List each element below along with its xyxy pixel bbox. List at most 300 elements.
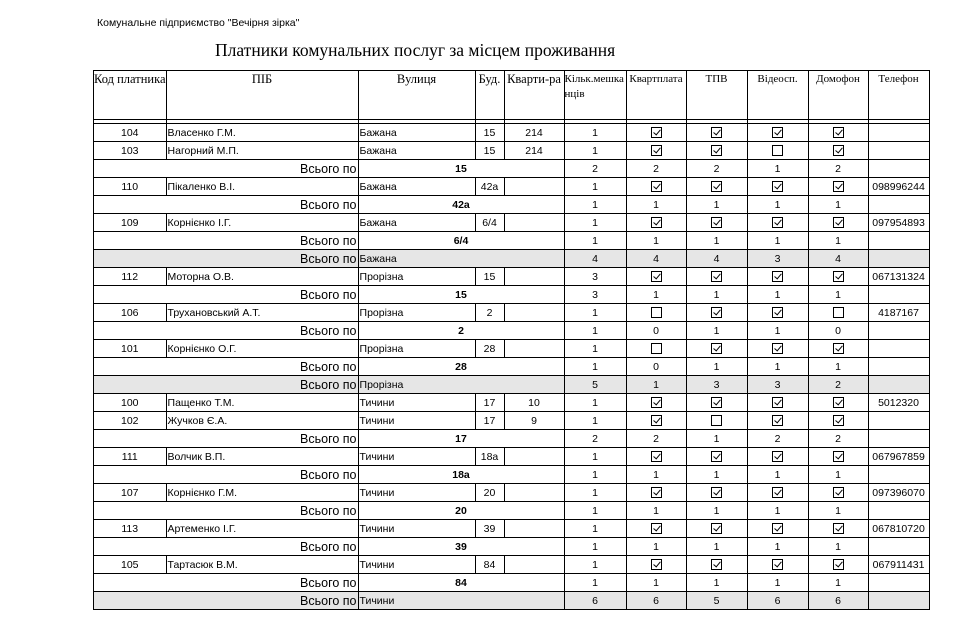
payer-apartment [504,304,564,322]
total-rent: 6 [626,592,686,610]
payer-residents: 1 [564,304,626,322]
tpv-cell [686,340,747,358]
video-checkbox[interactable] [772,523,783,534]
total-phone [868,574,929,592]
total-building: 6/4 [358,232,564,250]
intercom-cell [808,214,868,232]
tpv-checkbox[interactable] [711,145,722,156]
rent-cell [626,412,686,430]
total-tpv: 1 [686,574,747,592]
payer-name: Артеменко І.Г. [166,520,358,538]
total-tpv: 1 [686,286,747,304]
intercom-cell [808,340,868,358]
payer-building: 6/4 [475,214,504,232]
tpv-checkbox[interactable] [711,415,722,426]
payer-residents: 1 [564,412,626,430]
payer-code: 104 [94,124,167,142]
payer-code: 113 [94,520,167,538]
payer-name: Пікаленко В.І. [166,178,358,196]
rent-cell [626,268,686,286]
intercom-checkbox[interactable] [833,451,844,462]
header-code: Код платника [94,71,167,120]
total-video: 1 [747,466,808,484]
payer-street: Тичини [358,448,475,466]
intercom-checkbox[interactable] [833,523,844,534]
total-phone [868,502,929,520]
rent-checkbox[interactable] [651,271,662,282]
total-label: Всього по [94,250,359,268]
payer-code: 100 [94,394,167,412]
payer-name: Волчик В.П. [166,448,358,466]
payer-apartment [504,448,564,466]
total-tpv: 1 [686,232,747,250]
payer-residents: 1 [564,214,626,232]
total-intercom: 4 [808,250,868,268]
building-total-row [94,502,930,520]
payer-code: 102 [94,412,167,430]
total-tpv: 1 [686,466,747,484]
tpv-cell [686,178,747,196]
total-rent: 2 [626,160,686,178]
video-checkbox[interactable] [772,307,783,318]
total-building: 15 [358,286,564,304]
payer-phone: 097954893 [868,214,929,232]
video-cell [747,178,808,196]
video-checkbox[interactable] [772,181,783,192]
rent-cell [626,124,686,142]
rent-checkbox[interactable] [651,415,662,426]
total-tpv: 5 [686,592,747,610]
total-video: 1 [747,286,808,304]
payer-code: 105 [94,556,167,574]
total-label: Всього по [94,574,359,592]
tpv-checkbox[interactable] [711,559,722,570]
video-cell [747,484,808,502]
total-residents: 1 [564,196,626,214]
total-rent: 1 [626,196,686,214]
payer-street: Бажана [358,214,475,232]
header-apartment: Кварти-ра [504,71,564,120]
payer-phone: 067131324 [868,268,929,286]
video-cell [747,142,808,160]
rent-checkbox[interactable] [651,343,662,354]
total-phone [868,160,929,178]
payer-phone [868,340,929,358]
rent-checkbox[interactable] [651,145,662,156]
total-intercom: 0 [808,322,868,340]
total-phone [868,592,929,610]
video-cell [747,124,808,142]
header-street: Вулиця [358,71,475,120]
total-intercom: 2 [808,160,868,178]
total-rent: 1 [626,574,686,592]
intercom-checkbox[interactable] [833,181,844,192]
payer-name: Корнієнко І.Г. [166,214,358,232]
total-rent: 0 [626,358,686,376]
payer-residents: 1 [564,556,626,574]
payers-table [93,70,930,610]
rent-cell [626,448,686,466]
tpv-checkbox[interactable] [711,217,722,228]
rent-cell [626,178,686,196]
payer-residents: 1 [564,340,626,358]
payer-code: 111 [94,448,167,466]
tpv-checkbox[interactable] [711,451,722,462]
payer-name: Жучков Є.А. [166,412,358,430]
tpv-checkbox[interactable] [711,307,722,318]
video-checkbox[interactable] [772,343,783,354]
total-phone [868,196,929,214]
intercom-checkbox[interactable] [833,217,844,228]
payer-residents: 1 [564,448,626,466]
video-checkbox[interactable] [772,415,783,426]
total-tpv: 2 [686,160,747,178]
report-title: Платники комунальних послуг за місцем проживання [215,40,616,60]
video-checkbox[interactable] [772,127,783,138]
intercom-checkbox[interactable] [833,415,844,426]
payer-row [94,412,930,430]
video-cell [747,556,808,574]
payer-row [94,124,930,142]
total-tpv: 1 [686,358,747,376]
video-checkbox[interactable] [772,451,783,462]
total-residents: 1 [564,538,626,556]
video-checkbox[interactable] [772,559,783,570]
total-video: 1 [747,322,808,340]
payer-building: 39 [475,520,504,538]
payer-building: 2 [475,304,504,322]
payer-row [94,394,930,412]
payer-building: 42а [475,178,504,196]
payer-code: 110 [94,178,167,196]
total-intercom: 1 [808,358,868,376]
header-name: ПІБ [166,71,358,120]
payer-street: Тичини [358,556,475,574]
payer-phone [868,124,929,142]
intercom-checkbox[interactable] [833,559,844,570]
total-video: 3 [747,376,808,394]
total-label: Всього по [94,160,359,178]
payer-phone: 067967859 [868,448,929,466]
total-rent: 2 [626,430,686,448]
total-tpv: 1 [686,502,747,520]
payer-apartment: 214 [504,142,564,160]
total-video: 1 [747,502,808,520]
tpv-checkbox[interactable] [711,343,722,354]
rent-cell [626,484,686,502]
payer-apartment [504,268,564,286]
video-checkbox[interactable] [772,487,783,498]
payer-street: Тичини [358,394,475,412]
payer-street: Тичини [358,412,475,430]
payer-apartment: 214 [504,124,564,142]
total-building: 20 [358,502,564,520]
rent-cell [626,394,686,412]
building-total-row [94,574,930,592]
rent-checkbox[interactable] [651,487,662,498]
tpv-cell [686,448,747,466]
payer-phone: 098996244 [868,178,929,196]
video-cell [747,214,808,232]
total-residents: 2 [564,430,626,448]
total-intercom: 1 [808,286,868,304]
payer-row [94,556,930,574]
intercom-cell [808,556,868,574]
building-total-row [94,430,930,448]
total-street: Тичини [358,592,564,610]
payer-apartment [504,214,564,232]
street-total-row [94,376,930,394]
rent-checkbox[interactable] [651,127,662,138]
rent-checkbox[interactable] [651,397,662,408]
total-building: 18а [358,466,564,484]
payer-building: 15 [475,268,504,286]
payer-building: 15 [475,142,504,160]
header-rent: Квартплата [626,71,686,120]
video-cell [747,304,808,322]
payer-code: 109 [94,214,167,232]
payer-row [94,268,930,286]
payer-residents: 1 [564,394,626,412]
rent-checkbox[interactable] [651,307,662,318]
header-intercom: Домофон [808,71,868,120]
video-cell [747,412,808,430]
total-rent: 1 [626,286,686,304]
intercom-cell [808,268,868,286]
total-rent: 1 [626,376,686,394]
video-cell [747,268,808,286]
payer-apartment [504,556,564,574]
payer-building: 84 [475,556,504,574]
total-phone [868,466,929,484]
building-total-row [94,538,930,556]
total-rent: 4 [626,250,686,268]
total-tpv: 1 [686,196,747,214]
total-intercom: 1 [808,538,868,556]
total-rent: 0 [626,322,686,340]
rent-cell [626,340,686,358]
total-phone [868,430,929,448]
total-residents: 6 [564,592,626,610]
video-checkbox[interactable] [772,145,783,156]
intercom-checkbox[interactable] [833,487,844,498]
rent-cell [626,142,686,160]
total-phone [868,286,929,304]
total-video: 1 [747,538,808,556]
total-tpv: 1 [686,538,747,556]
total-building: 15 [358,160,564,178]
rent-checkbox[interactable] [651,559,662,570]
payer-street: Прорізна [358,268,475,286]
total-phone [868,358,929,376]
tpv-checkbox[interactable] [711,523,722,534]
building-total-row [94,232,930,250]
payer-residents: 1 [564,142,626,160]
payer-street: Бажана [358,124,475,142]
payer-phone [868,142,929,160]
street-total-row [94,250,930,268]
total-rent: 1 [626,538,686,556]
payer-code: 112 [94,268,167,286]
total-label: Всього по [94,502,359,520]
total-label: Всього по [94,538,359,556]
payer-street: Тичини [358,484,475,502]
video-checkbox[interactable] [772,217,783,228]
intercom-cell [808,124,868,142]
total-label: Всього по [94,196,359,214]
payer-street: Прорізна [358,304,475,322]
payer-residents: 1 [564,124,626,142]
intercom-cell [808,394,868,412]
payer-residents: 1 [564,484,626,502]
total-tpv: 3 [686,376,747,394]
total-residents: 3 [564,286,626,304]
tpv-checkbox[interactable] [711,181,722,192]
intercom-checkbox[interactable] [833,397,844,408]
table-header-row [94,71,930,120]
total-residents: 2 [564,160,626,178]
total-video: 3 [747,250,808,268]
building-total-row [94,466,930,484]
total-label: Всього по [94,232,359,250]
total-residents: 5 [564,376,626,394]
tpv-cell [686,520,747,538]
rent-checkbox[interactable] [651,451,662,462]
rent-cell [626,520,686,538]
payer-street: Бажана [358,142,475,160]
payer-residents: 1 [564,520,626,538]
payer-apartment [504,178,564,196]
payer-row [94,340,930,358]
header-phone: Телефон [868,71,929,120]
total-video: 6 [747,592,808,610]
total-building: 2 [358,322,564,340]
payer-row [94,484,930,502]
total-video: 1 [747,358,808,376]
total-residents: 4 [564,250,626,268]
intercom-checkbox[interactable] [833,127,844,138]
rent-cell [626,214,686,232]
total-label: Всього по [94,592,359,610]
total-residents: 1 [564,466,626,484]
total-rent: 1 [626,232,686,250]
payer-building: 28 [475,340,504,358]
payer-building: 15 [475,124,504,142]
building-total-row [94,322,930,340]
total-residents: 1 [564,232,626,250]
video-cell [747,394,808,412]
payer-code: 107 [94,484,167,502]
header-residents: Кільк.мешканців [564,71,626,120]
building-total-row [94,160,930,178]
intercom-cell [808,142,868,160]
tpv-checkbox[interactable] [711,397,722,408]
intercom-checkbox[interactable] [833,343,844,354]
intercom-cell [808,484,868,502]
total-tpv: 1 [686,430,747,448]
total-residents: 1 [564,574,626,592]
total-label: Всього по [94,466,359,484]
video-checkbox[interactable] [772,397,783,408]
tpv-cell [686,556,747,574]
total-phone [868,322,929,340]
total-label: Всього по [94,322,359,340]
total-building: 17 [358,430,564,448]
total-label: Всього по [94,286,359,304]
payer-name: Нагорний М.П. [166,142,358,160]
payer-name: Корнієнко О.Г. [166,340,358,358]
street-total-row [94,592,930,610]
total-building: 39 [358,538,564,556]
building-total-row [94,286,930,304]
rent-checkbox[interactable] [651,181,662,192]
payer-street: Бажана [358,178,475,196]
payer-residents: 3 [564,268,626,286]
intercom-checkbox[interactable] [833,271,844,282]
payer-name: Корнієнко Г.М. [166,484,358,502]
payer-apartment [504,520,564,538]
rent-checkbox[interactable] [651,217,662,228]
header-tpv: ТПВ [686,71,747,120]
tpv-checkbox[interactable] [711,487,722,498]
total-residents: 1 [564,358,626,376]
total-video: 1 [747,196,808,214]
tpv-checkbox[interactable] [711,127,722,138]
tpv-cell [686,214,747,232]
tpv-cell [686,142,747,160]
total-building: 84 [358,574,564,592]
total-intercom: 1 [808,574,868,592]
total-tpv: 1 [686,322,747,340]
intercom-cell [808,520,868,538]
intercom-checkbox[interactable] [833,145,844,156]
total-residents: 1 [564,502,626,520]
intercom-checkbox[interactable] [833,307,844,318]
payer-row [94,520,930,538]
video-checkbox[interactable] [772,271,783,282]
payer-code: 103 [94,142,167,160]
building-total-row [94,196,930,214]
tpv-cell [686,412,747,430]
payer-phone: 5012320 [868,394,929,412]
total-intercom: 1 [808,466,868,484]
payer-phone [868,412,929,430]
intercom-cell [808,448,868,466]
video-cell [747,520,808,538]
total-intercom: 2 [808,376,868,394]
total-video: 1 [747,574,808,592]
payer-apartment: 10 [504,394,564,412]
total-phone [868,250,929,268]
total-label: Всього по [94,376,359,394]
payer-name: Тартасюк В.М. [166,556,358,574]
video-cell [747,448,808,466]
payer-residents: 1 [564,178,626,196]
rent-cell [626,556,686,574]
total-phone [868,232,929,250]
intercom-cell [808,412,868,430]
total-building: 28 [358,358,564,376]
rent-checkbox[interactable] [651,523,662,534]
payer-name: Власенко Г.М. [166,124,358,142]
tpv-checkbox[interactable] [711,271,722,282]
payer-row [94,304,930,322]
payer-apartment [504,484,564,502]
total-video: 2 [747,430,808,448]
rent-cell [626,304,686,322]
table-body [94,124,930,610]
payer-street: Тичини [358,520,475,538]
